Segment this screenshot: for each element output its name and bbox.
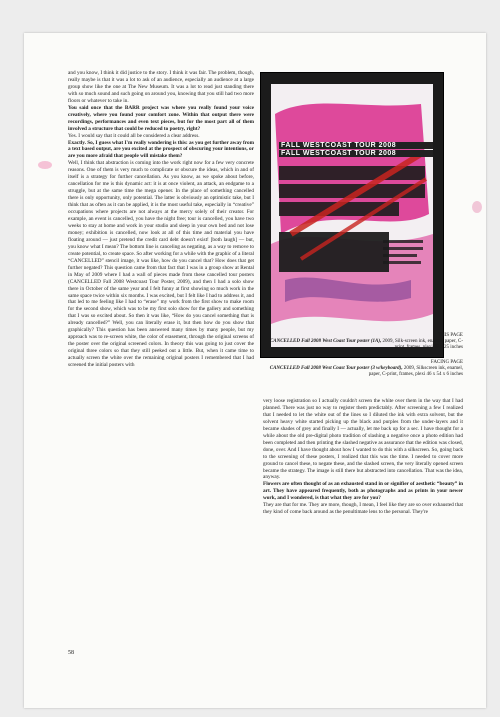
caption-facing-page-heading: FACING PAGE xyxy=(430,360,463,365)
left-column-paragraph: and you know, I think it did justice to the story. I think it was fair. The problem, though, really maybe is that it was a lot to ask of an audience, especially an audience at a large group show like the one at The New Museum. It was a lot to read just standing there with so much sound and such going on around you, knowing that you still had two more floors or whatever to take in. xyxy=(68,70,254,104)
ink-smudge xyxy=(472,201,482,213)
left-column-paragraph: Well, I think that abstraction is coming into the work right now for a few very concrete reasons. One of them is very much to complicate or obscure the ideas, which in and of itself is a strategy for further cancellation. As you know, as we spoke about before, cancellation for me is this dynamic act: it is at once violent, an attack, an endgame to a struggle, but at the same time the mega opener. In the place of something cancelled there is only opportunity, only potential. The latter is obviously an optimistic take, but I think that as often as it can be applied, it is the most useful take, especially in “creative” occupations where projects are not always at the mercy solely of their creator. For example, an event is cancelled, you have the night free; tour is cancelled, you have two weeks to stay at home and work in your studio and sleep in your own bed and not lose money; exhibition is cancelled, now look at all of this time and material you have floating around — just pretend the credit card debt doesn't exist! [both laugh] — but, you know what I mean? The bottom line is canceling as negating, as a way to remove to create potential, to create space. So after working for a while with the graphic of a literal “CANCELLED” stencil image, it was like, how do you cancel that? How does that get further negated? This question came from that fact that I was in a group show at Rental in May of 2009 where I had a wall of pieces made from these cancelled tour posters (CANCELLED Fall 2008 Westcoast Tour Poster, 2009), and then I had a solo show there in October of the same year and I felt funny at first showing so much work in the same space twice within six months. I was excited, but I felt like I had to address it, and that led to me feeling like I had to “erase” my work from the first show to make room for the second show, which was to be my first solo show for the gallery and something that I was so excited about. So then it was like, “How do you cancel something that is already cancelled?” Well, you can literally erase it, but then how do you show that graphically? This question has been answered many times by many people, but my approach was to re-screen white, the color of erasement, through the original screens of the poster over the original screened colors. In theory this was going to just cover the original three colors so that they still peeked out a little. But, when it came time to actually screen the white over the remaining original posters I remembered that I had screened the initial posters with xyxy=(68,160,254,369)
poster-graphic xyxy=(271,84,433,347)
artwork-photograph xyxy=(260,72,444,358)
poster-title-line-1: FALL WESTCOAST TOUR 2008 xyxy=(279,142,433,149)
right-column-paragraph: They are that for me. They are more, though, I mean, I feel like they are so over exhausted that they kind of come back around as the penultimate lens to the personal. They're xyxy=(263,502,463,516)
caption-this-page-title: CANCELLED Fall 2008 West Coast Tour poster (1A), xyxy=(269,339,382,345)
poster-title-line-2: FALL WESTCOAST TOUR 2008 xyxy=(279,150,433,157)
right-text-column xyxy=(263,398,463,684)
left-column-paragraph: You said once that the BARR project was where you really found your voice creatively, where you found your comfort zone. Within that output there were recordings, performances and even text pieces, but for the most part all of them involved a structure that could be reduced to poetry, right? xyxy=(68,104,254,132)
caption-this-page xyxy=(260,333,463,352)
cancelled-tour-poster xyxy=(271,84,433,347)
left-text-column xyxy=(68,70,254,658)
ink-smudge xyxy=(38,161,52,169)
caption-this-page-heading: THIS PAGE xyxy=(438,333,463,338)
right-column-paragraph: very loose registration so I actually couldn't screen the white over them in the way that I had planned. There was just no way to register them predictably. After screening a few I realized that I needed to let the white out of the lines so I diluted the ink with extra solvent, but the solvent heavy white started picking up the black and purples from the under-layers and it became shades of grey and finally I — actually, let me back up for a sec. I have thought for a while about the old pre-digital photo tradition of slashing a negative once a photo edition had been completed and then printing the slashed negative as assurance that the edition was closed, done, over. And I have thought about how I wanted to do this with a silkscreen. So, going back to the screening of these posters, I realized that this was the time. I needed to cover more ground to cancel these, to negate these, and the slashed screen, the very literally opened screen became the strategy. The image is still there but abstracted into cancellation. That was the idea, anyway. xyxy=(263,398,463,481)
right-column-paragraph: Flowers are often thought of as an exhausted stand in or signifier of aesthetic “beauty” in art. They have appeared frequently, both as photographs and as prints in your newer work, and I wondered, is that what they are for you? xyxy=(263,481,463,502)
caption-facing-page-details: 2009, Silkscreen ink, enamel, paper, C-print, frames, plexi 46 x 54 x 6 inches xyxy=(368,366,463,378)
caption-facing-page xyxy=(260,360,463,379)
caption-facing-page-title: CANCELLED Fall 2008 West Coast Tour poster (3 w/keyboard), xyxy=(269,366,403,372)
page-number: 58 xyxy=(68,650,74,656)
caption-this-page-details: 2009, Silk-screen ink, enamel, paper, C-print, frames, plexi 37 x 25 inches xyxy=(382,339,463,351)
left-column-paragraph: Yes. I would say that it could all be considered a clear address. xyxy=(68,132,200,139)
magazine-page xyxy=(24,33,486,708)
left-column-paragraph: Exactly. So, I guess what I'm really wondering is this: as you get further away from a text based output, are you excited at the prospect of obscuring your intentions, or are you more afraid that people will mistake them? xyxy=(68,139,254,160)
